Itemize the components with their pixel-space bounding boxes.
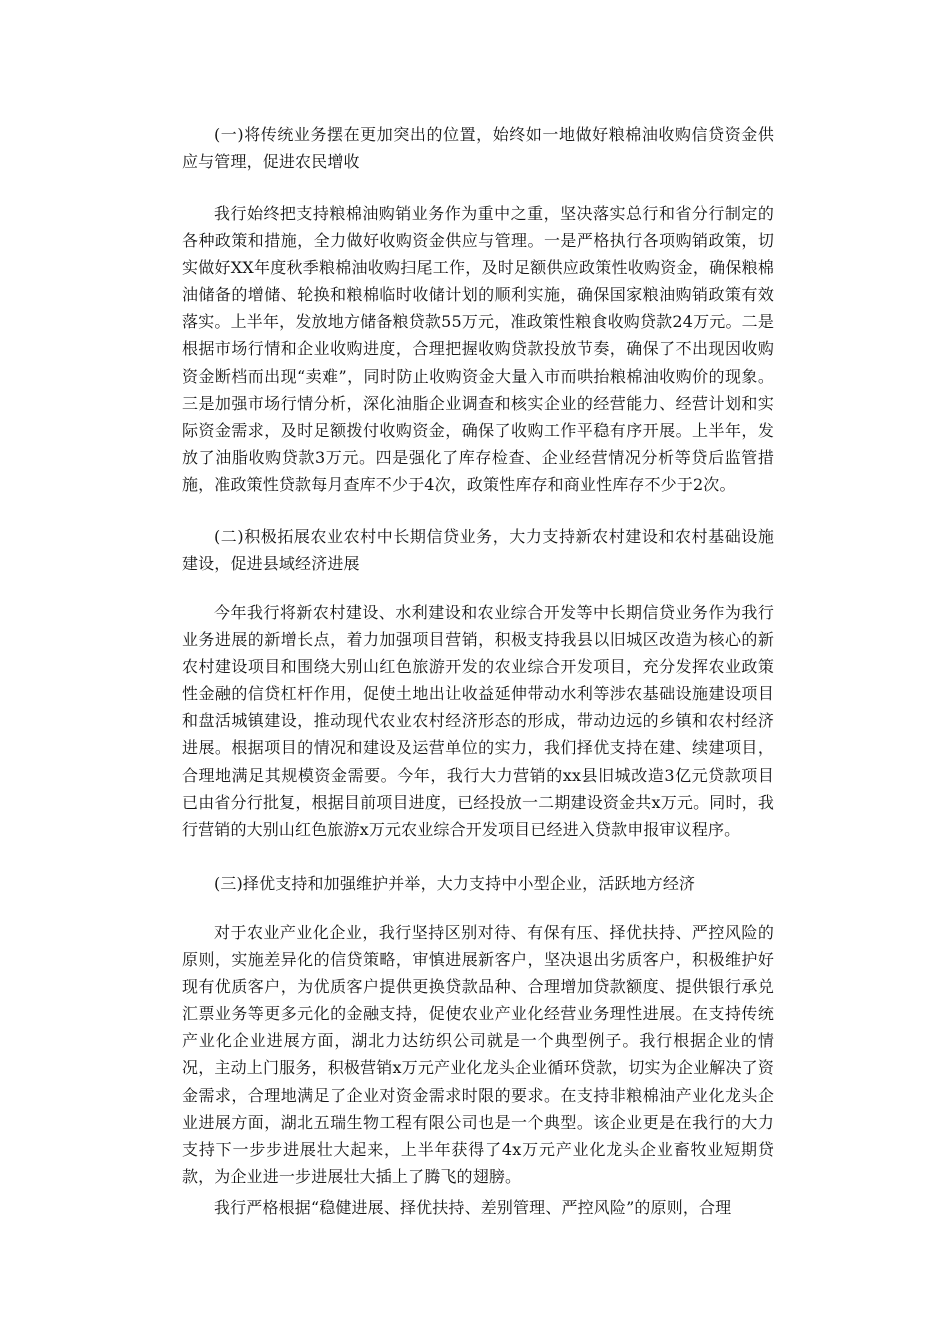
section-heading-1: (一)将传统业务摆在更加突出的位置，始终如一地做好粮棉油收购信贷资金供应与管理，促进农民增收 (182, 125, 774, 172)
section-heading-2: (二)积极拓展农业农村中长期信贷业务，大力支持新农村建设和农村基础设施建设，促进县域经济进展 (182, 527, 774, 574)
body-paragraph-4: 我行严格根据“稳健进展、择优扶持、差别管理、严控风险”的原则，合理 (214, 1198, 732, 1217)
section-heading-3: (三)择优支持和加强维护并举，大力支持中小型企业，活跃地方经济 (214, 874, 696, 893)
body-paragraph-2: 今年我行将新农村建设、水利建设和农业综合开发等中长期信贷业务作为我行业务进展的新增长点，着力加强项目营销，积极支持我县以旧城区改造为核心的新农村建设项目和围绕大别山红色旅游开发的农业综合开发项目，充分发挥农业政策性金融的信贷杠杆作用，促使土地出让收益延伸带动水利等涉农基础设施建设项目和盘活城镇建设，推动现代农业农村经济形态的形成，带动边远的乡镇和农村经济进展。根据项目的情况和建设及运营单位的实力，我们择优支持在建、续建项目，合理地满足其规模资金需要。今年，我行大力营销的xx县旧城改造3亿元贷款项目已由省分行批复，根据目前项目进度，已经投放一二期建设资金共x万元。同时，我行营销的大别山红色旅游x万元农业综合开发项目已经进入贷款申报审议程序。 (182, 603, 774, 839)
body-paragraph-3: 对于农业产业化企业，我行坚持区别对待、有保有压、择优扶持、严控风险的原则，实施差异化的信贷策略，审慎进展新客户，坚决退出劣质客户，积极维护好现有优质客户，为优质客户提供更换贷款品种、合理增加贷款额度、提供银行承兑汇票业务等更多元化的金融支持，促使农业产业化经营业务理性进展。在支持传统产业化企业进展方面，湖北力达纺织公司就是一个典型例子。我行根据企业的情况，主动上门服务，积极营销x万元产业化龙头企业循环贷款，切实为企业解决了资金需求，合理地满足了企业对资金需求时限的要求。在支持非粮棉油产业化龙头企业进展方面，湖北五瑞生物工程有限公司也是一个典型。该企业更是在我行的大力支持下一步步进展壮大起来，上半年获得了4x万元产业化龙头企业畜牧业短期贷款，为企业进一步进展壮大插上了腾飞的翅膀。 (182, 923, 774, 1186)
body-paragraph-1: 我行始终把支持粮棉油购销业务作为重中之重，坚决落实总行和省分行制定的各种政策和措施，全力做好收购资金供应与管理。一是严格执行各项购销政策，切实做好XX年度秋季粮棉油收购扫尾工作，及时足额供应政策性收购资金，确保粮棉油储备的增储、轮换和粮棉临时收储计划的顺利实施，确保国家粮油购销政策有效落实。上半年，发放地方储备粮贷款55万元，准政策性粮食收购贷款24万元。二是根据市场行情和企业收购进度，合理把握收购贷款投放节奏，确保了不出现因收购资金断档而出现“卖难”，同时防止收购资金大量入市而哄抬粮棉油收购价的现象。三是加强市场行情分析，深化油脂企业调查和核实企业的经营能力、经营计划和实际资金需求，及时足额拨付收购资金，确保了收购工作平稳有序开展。上半年，发放了油脂收购贷款3万元。四是强化了库存检查、企业经营情况分析等贷后监管措施，准政策性贷款每月查库不少于4次，政策性库存和商业性库存不少于2次。 (182, 204, 774, 494)
